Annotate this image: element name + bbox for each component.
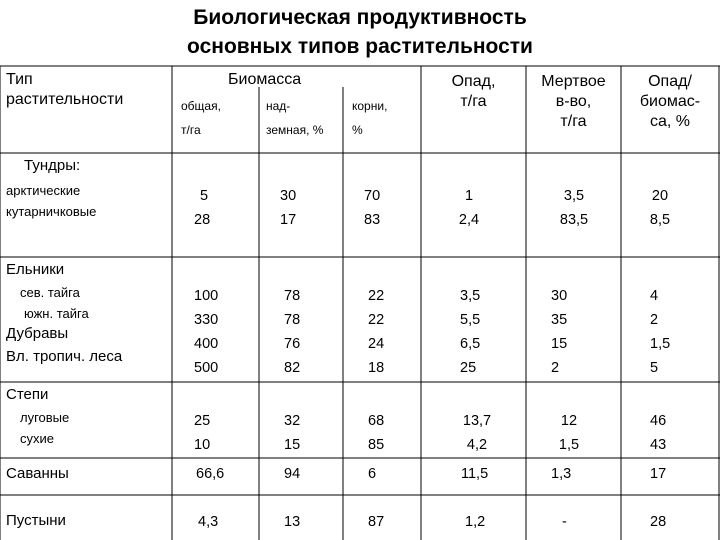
header-above-line1: над- <box>266 99 291 113</box>
desert-total: 4,3 <box>198 514 219 530</box>
savanna-dead: 1,3 <box>551 466 572 482</box>
header-roots <box>352 94 387 142</box>
forest-litter-1: 3,5 <box>460 288 481 304</box>
savanna-roots: 6 <box>368 466 377 482</box>
steppe-ratio <box>650 409 666 457</box>
header-litter-line1: Опад, <box>451 73 496 90</box>
tundra-sub2: кутарничковые <box>6 204 97 219</box>
forest-dead <box>551 284 567 380</box>
tundra-label: Тундры: <box>24 157 81 174</box>
forest-ratio-2: 2 <box>650 312 659 328</box>
desert-roots: 87 <box>368 514 385 530</box>
forest-total <box>194 284 218 380</box>
steppe-above <box>284 409 300 457</box>
forest-dead-3: 15 <box>551 336 568 352</box>
steppe-dead <box>549 409 589 457</box>
tundra-ratio-2: 8,5 <box>649 212 671 228</box>
steppe-sub2: сухие <box>20 431 54 446</box>
forest-litter-4: 25 <box>460 360 477 376</box>
tundra-litter <box>448 184 490 232</box>
savanna-total: 66,6 <box>196 466 225 482</box>
forest-above-3: 76 <box>284 336 301 352</box>
steppe-total <box>194 409 210 457</box>
tundra-litter-1: 1 <box>464 188 474 204</box>
steppe-ratio-2: 43 <box>650 437 667 453</box>
steppe-total-1: 25 <box>194 413 211 429</box>
forest-above <box>284 284 300 380</box>
steppe-above-1: 32 <box>284 413 301 429</box>
desert-above: 13 <box>284 514 301 530</box>
desert-ratio: 28 <box>650 514 667 530</box>
header-dead-line1: Мертвое <box>541 73 606 90</box>
steppe-sub1: луговые <box>20 410 70 425</box>
title-line-1: Биологическая продуктивность <box>193 6 527 29</box>
header-type-line1: Тип <box>6 71 33 88</box>
forest-ratio-3: 1,5 <box>650 336 671 352</box>
forest-litter-3: 6,5 <box>460 336 481 352</box>
tundra-dead-2: 83,5 <box>559 212 589 228</box>
tundra-total-1: 5 <box>200 188 209 204</box>
forest-ratio-1: 4 <box>650 288 659 304</box>
forest-sub2: южн. тайга <box>24 306 89 321</box>
header-roots-line2: % <box>352 123 363 137</box>
savanna-ratio: 17 <box>650 466 667 482</box>
tundra-above-2: 17 <box>280 212 297 228</box>
steppe-above-2: 15 <box>284 437 301 453</box>
forest-sub1: сев. тайга <box>20 285 80 300</box>
tundra-roots-1: 70 <box>364 188 381 204</box>
forest-label: Ельники <box>6 261 65 278</box>
steppe-total-2: 10 <box>194 437 211 453</box>
forest-roots-1: 22 <box>368 288 385 304</box>
tundra-roots <box>364 184 380 232</box>
header-biomass: Биомасса <box>228 71 302 88</box>
forest-label3: Вл. тропич. леса <box>6 348 123 365</box>
savanna-above: 94 <box>284 466 301 482</box>
header-ratio-line2: биомас- <box>639 93 701 110</box>
forest-above-4: 82 <box>284 360 301 376</box>
forest-subs <box>20 282 89 324</box>
header-above-line2: земная, % <box>266 123 324 137</box>
forest-above-2: 78 <box>284 312 301 328</box>
header-litter <box>421 72 526 112</box>
forest-above-1: 78 <box>284 288 301 304</box>
forest-roots <box>368 284 384 380</box>
forest-ratio <box>650 284 670 380</box>
forest-total-1: 100 <box>194 288 219 304</box>
savanna-label: Саванны <box>6 465 69 482</box>
steppe-subs <box>20 407 69 449</box>
steppe-label: Степи <box>6 386 49 403</box>
steppe-litter-2: 4,2 <box>466 437 488 453</box>
steppe-dead-1: 12 <box>560 413 578 429</box>
forest-litter-2: 5,5 <box>460 312 481 328</box>
tundra-dead <box>549 184 599 232</box>
header-dead-line2: в-во, <box>555 93 592 110</box>
header-type <box>6 70 123 110</box>
steppe-litter <box>455 409 499 457</box>
tundra-above-1: 30 <box>280 188 297 204</box>
steppe-dead-2: 1,5 <box>558 437 580 453</box>
header-type-line2: растительности <box>6 91 124 108</box>
header-litter-line2: т/га <box>460 93 487 110</box>
tundra-roots-2: 83 <box>364 212 381 228</box>
forest-dead-4: 2 <box>551 360 560 376</box>
forest-total-4: 500 <box>194 360 219 376</box>
forest-dead-2: 35 <box>551 312 568 328</box>
forest-roots-4: 18 <box>368 360 385 376</box>
header-dead-line3: т/га <box>560 113 587 130</box>
forest-dead-1: 30 <box>551 288 568 304</box>
tundra-total-2: 28 <box>194 212 211 228</box>
forest-roots-3: 24 <box>368 336 385 352</box>
header-total-line2: т/га <box>181 123 201 137</box>
tundra-above <box>280 184 296 232</box>
desert-dead: - <box>562 514 567 530</box>
tundra-litter-2: 2,4 <box>458 212 480 228</box>
header-total <box>181 94 221 142</box>
forest-litter <box>460 284 480 380</box>
header-above <box>266 94 323 142</box>
header-ratio-line1: Опад/ <box>648 73 692 90</box>
forest-ratio-4: 5 <box>650 360 659 376</box>
tundra-ratio-1: 20 <box>651 188 669 204</box>
desert-label: Пустыни <box>6 512 66 529</box>
tundra-subs <box>6 180 96 222</box>
title-line-2: основных типов растительности <box>187 35 533 58</box>
header-ratio <box>621 72 719 132</box>
steppe-roots-2: 85 <box>368 437 385 453</box>
steppe-roots <box>368 409 384 457</box>
savanna-litter: 11,5 <box>461 466 489 482</box>
steppe-ratio-1: 46 <box>650 413 667 429</box>
forest-total-3: 400 <box>194 336 219 352</box>
header-roots-line1: корни, <box>352 99 388 113</box>
steppe-litter-1: 13,7 <box>462 413 492 429</box>
forest-label2: Дубравы <box>6 325 69 342</box>
header-ratio-line3: са, % <box>649 113 690 130</box>
forest-total-2: 330 <box>194 312 219 328</box>
tundra-sub1: арктические <box>6 183 81 198</box>
header-dead <box>526 72 621 132</box>
tundra-total <box>194 184 210 232</box>
tundra-ratio <box>641 184 679 232</box>
header-total-line1: общая, <box>181 99 221 113</box>
steppe-roots-1: 68 <box>368 413 385 429</box>
tundra-dead-1: 3,5 <box>563 188 585 204</box>
forest-roots-2: 22 <box>368 312 385 328</box>
desert-litter: 1,2 <box>465 514 486 530</box>
